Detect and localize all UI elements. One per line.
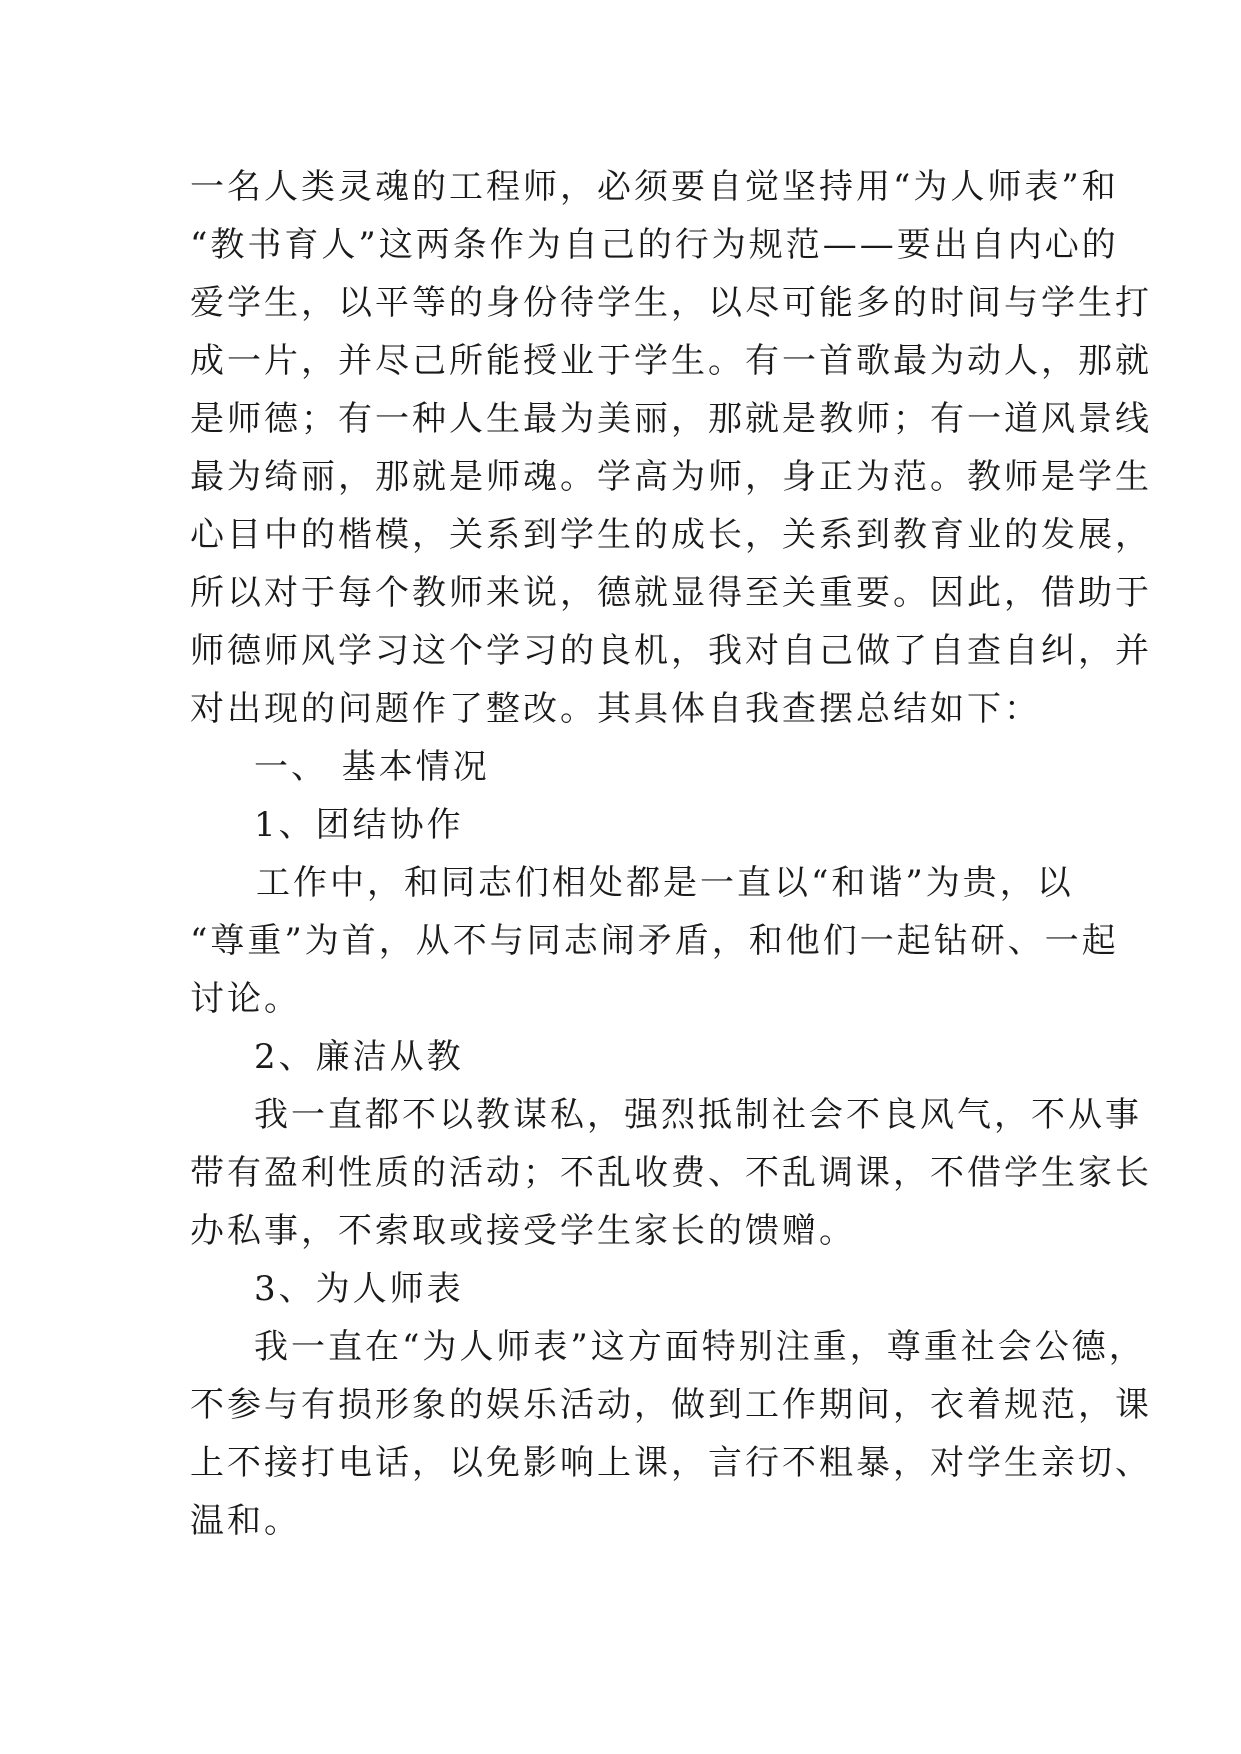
paragraph-line: 带有盈利性质的活动；不乱收费、不乱调课，不借学生家长 — [190, 1153, 1152, 1193]
paragraph-line: 师德师风学习这个学习的良机，我对自己做了自查自纠，并 — [190, 631, 1152, 671]
paragraph-line: 办私事，不索取或接受学生家长的馈赠。 — [190, 1211, 856, 1251]
section-heading: 一、 基本情况 — [254, 747, 490, 787]
paragraph-line: 我一直都不以教谋私，强烈抵制社会不良风气，不从事 — [254, 1095, 1142, 1135]
paragraph-line: 成一片，并尽己所能授业于学生。有一首歌最为动人，那就 — [190, 341, 1152, 381]
paragraph-line: 所以对于每个教师来说，德就显得至关重要。因此，借助于 — [190, 573, 1152, 613]
paragraph-line: 心目中的楷模，关系到学生的成长，关系到教育业的发展， — [190, 515, 1152, 555]
paragraph-line: “尊重”为首，从不与同志闹矛盾，和他们一起钻研、一起 — [190, 921, 1119, 961]
paragraph-line: 爱学生，以平等的身份待学生，以尽可能多的时间与学生打 — [190, 283, 1152, 323]
paragraph-line: 讨论。 — [190, 979, 301, 1019]
subsection-heading: 1、团结协作 — [254, 805, 464, 845]
paragraph-line: 最为绮丽，那就是师魂。学高为师，身正为范。教师是学生 — [190, 457, 1152, 497]
paragraph-line: 对出现的问题作了整改。其具体自我查摆总结如下： — [190, 689, 1041, 729]
paragraph-line: 工作中，和同志们相处都是一直以“和谐”为贵，以 — [256, 863, 1074, 903]
paragraph-line: 是师德；有一种人生最为美丽，那就是教师；有一道风景线 — [190, 399, 1152, 439]
document-body — [190, 158, 1152, 1550]
paragraph-line: 上不接打电话，以免影响上课，言行不粗暴，对学生亲切、 — [190, 1443, 1152, 1483]
paragraph-line: 我一直在“为人师表”这方面特别注重，尊重社会公德， — [254, 1327, 1146, 1367]
paragraph-line: 温和。 — [190, 1501, 301, 1541]
paragraph-line: 一名人类灵魂的工程师，必须要自觉坚持用“为人师表”和 — [190, 167, 1119, 207]
paragraph-line: “教书育人”这两条作为自己的行为规范——要出自内心的 — [190, 225, 1119, 265]
subsection-heading: 3、为人师表 — [254, 1269, 464, 1309]
paragraph-line: 不参与有损形象的娱乐活动，做到工作期间，衣着规范，课 — [190, 1385, 1152, 1425]
subsection-heading: 2、廉洁从教 — [254, 1037, 464, 1077]
